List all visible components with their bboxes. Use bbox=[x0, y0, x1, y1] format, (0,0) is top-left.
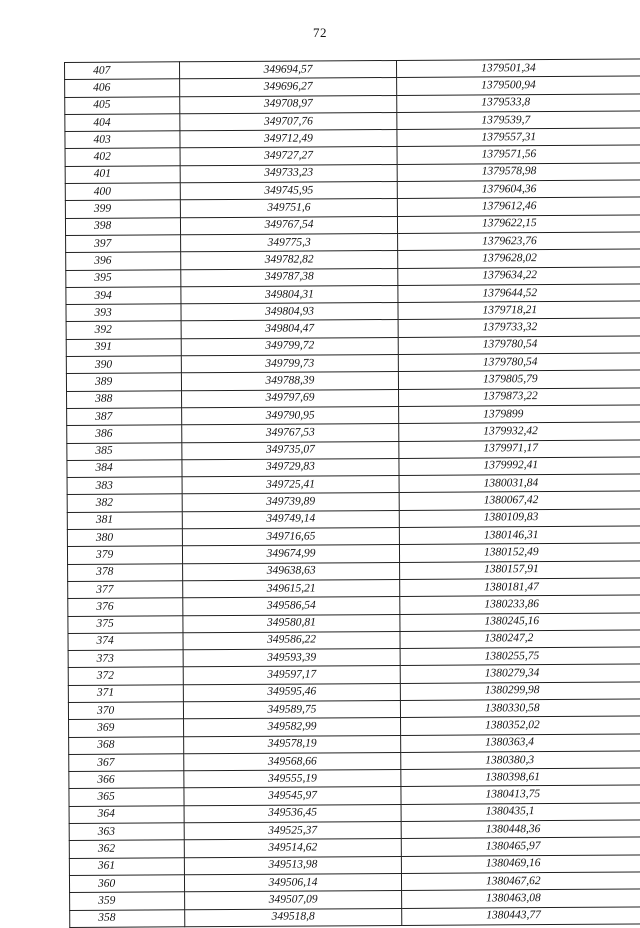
y-coordinate-cell: 1380465,97 bbox=[401, 837, 640, 856]
x-coordinate-cell: 349782,82 bbox=[181, 251, 398, 270]
point-number-cell: 386 bbox=[67, 425, 182, 443]
point-number-cell: 388 bbox=[67, 390, 182, 408]
x-coordinate-cell: 349582,99 bbox=[184, 718, 401, 737]
point-number-cell: 384 bbox=[67, 460, 182, 478]
y-coordinate-cell: 1380398,61 bbox=[401, 768, 640, 787]
point-number-cell: 389 bbox=[66, 373, 181, 391]
y-coordinate-cell: 1380255,75 bbox=[400, 647, 640, 666]
x-coordinate-cell: 349589,75 bbox=[183, 700, 400, 719]
x-coordinate-cell: 349767,54 bbox=[180, 216, 397, 235]
point-number-cell: 371 bbox=[68, 684, 183, 702]
x-coordinate-cell: 349788,39 bbox=[181, 372, 398, 391]
point-number-cell: 390 bbox=[66, 356, 181, 374]
point-number-cell: 368 bbox=[69, 736, 184, 754]
x-coordinate-cell: 349804,47 bbox=[181, 320, 398, 339]
y-coordinate-cell: 1380031,84 bbox=[399, 474, 640, 493]
y-coordinate-cell: 1379718,21 bbox=[398, 301, 640, 320]
y-coordinate-cell: 1380279,34 bbox=[400, 664, 640, 683]
point-number-cell: 383 bbox=[67, 477, 182, 495]
y-coordinate-cell: 1379539,7 bbox=[397, 111, 640, 130]
coordinates-table bbox=[64, 58, 640, 928]
y-coordinate-cell: 1379805,79 bbox=[398, 370, 640, 389]
y-coordinate-cell: 1380067,42 bbox=[399, 491, 640, 510]
point-number-cell: 362 bbox=[69, 840, 184, 858]
point-number-cell: 400 bbox=[65, 183, 180, 201]
point-number-cell: 372 bbox=[68, 667, 183, 685]
y-coordinate-cell: 1379612,46 bbox=[397, 197, 640, 216]
y-coordinate-cell: 1379500,94 bbox=[397, 76, 640, 95]
y-coordinate-cell: 1379623,76 bbox=[398, 232, 640, 251]
x-coordinate-cell: 349804,93 bbox=[181, 303, 398, 322]
x-coordinate-cell: 349729,83 bbox=[182, 458, 399, 477]
x-coordinate-cell: 349525,37 bbox=[184, 822, 401, 841]
point-number-cell: 369 bbox=[69, 719, 184, 737]
point-number-cell: 381 bbox=[67, 512, 182, 530]
point-number-cell: 394 bbox=[66, 287, 181, 305]
point-number-cell: 366 bbox=[69, 771, 184, 789]
x-coordinate-cell: 349739,89 bbox=[182, 493, 399, 512]
point-number-cell: 380 bbox=[67, 529, 182, 547]
x-coordinate-cell: 349580,81 bbox=[183, 614, 400, 633]
point-number-cell: 407 bbox=[65, 62, 180, 80]
y-coordinate-cell: 1380152,49 bbox=[399, 543, 640, 562]
y-coordinate-cell: 1379557,31 bbox=[397, 128, 640, 147]
x-coordinate-cell: 349615,21 bbox=[183, 579, 400, 598]
x-coordinate-cell: 349694,57 bbox=[180, 60, 397, 79]
point-number-cell: 387 bbox=[67, 408, 182, 426]
point-number-cell: 377 bbox=[68, 581, 183, 599]
x-coordinate-cell: 349712,49 bbox=[180, 130, 397, 149]
y-coordinate-cell: 1379733,32 bbox=[398, 318, 640, 337]
y-coordinate-cell: 1380247,2 bbox=[400, 629, 640, 648]
x-coordinate-cell: 349555,19 bbox=[184, 770, 401, 789]
point-number-cell: 398 bbox=[65, 217, 180, 235]
point-number-cell: 396 bbox=[66, 252, 181, 270]
x-coordinate-cell: 349638,63 bbox=[183, 562, 400, 581]
y-coordinate-cell: 1380469,16 bbox=[401, 854, 640, 873]
x-coordinate-cell: 349804,31 bbox=[181, 285, 398, 304]
x-coordinate-cell: 349787,38 bbox=[181, 268, 398, 287]
y-coordinate-cell: 1380233,86 bbox=[400, 595, 640, 614]
point-number-cell: 385 bbox=[67, 442, 182, 460]
y-coordinate-cell: 1380463,08 bbox=[402, 889, 640, 908]
x-coordinate-cell: 349518,8 bbox=[185, 908, 402, 927]
y-coordinate-cell: 1380448,36 bbox=[401, 820, 640, 839]
y-coordinate-cell: 1380363,4 bbox=[401, 733, 640, 752]
x-coordinate-cell: 349799,72 bbox=[181, 337, 398, 356]
x-coordinate-cell: 349506,14 bbox=[184, 873, 401, 892]
x-coordinate-cell: 349790,95 bbox=[182, 406, 399, 425]
point-number-cell: 365 bbox=[69, 788, 184, 806]
y-coordinate-cell: 1379634,22 bbox=[398, 266, 640, 285]
y-coordinate-cell: 1379571,56 bbox=[397, 145, 640, 164]
x-coordinate-cell: 349578,19 bbox=[184, 735, 401, 754]
point-number-cell: 402 bbox=[65, 148, 180, 166]
x-coordinate-cell: 349707,76 bbox=[180, 112, 397, 131]
x-coordinate-cell: 349595,46 bbox=[183, 683, 400, 702]
x-coordinate-cell: 349749,14 bbox=[182, 510, 399, 529]
point-number-cell: 392 bbox=[66, 321, 181, 339]
x-coordinate-cell: 349545,97 bbox=[184, 787, 401, 806]
y-coordinate-cell: 1379604,36 bbox=[397, 180, 640, 199]
point-number-cell: 370 bbox=[68, 702, 183, 720]
point-number-cell: 404 bbox=[65, 114, 180, 132]
y-coordinate-cell: 1380435,1 bbox=[401, 802, 640, 821]
x-coordinate-cell: 349799,73 bbox=[181, 355, 398, 374]
y-coordinate-cell: 1379932,42 bbox=[399, 422, 640, 441]
point-number-cell: 401 bbox=[65, 166, 180, 184]
x-coordinate-cell: 349727,27 bbox=[180, 147, 397, 166]
point-number-cell: 379 bbox=[67, 546, 182, 564]
point-number-cell: 393 bbox=[66, 304, 181, 322]
y-coordinate-cell: 1379578,98 bbox=[397, 162, 640, 181]
point-number-cell: 359 bbox=[70, 892, 185, 910]
y-coordinate-cell: 1380245,16 bbox=[400, 612, 640, 631]
point-number-cell: 378 bbox=[68, 563, 183, 581]
point-number-cell: 395 bbox=[66, 269, 181, 287]
x-coordinate-cell: 349597,17 bbox=[183, 666, 400, 685]
y-coordinate-cell: 1380443,77 bbox=[402, 906, 640, 925]
y-coordinate-cell: 1379899 bbox=[399, 405, 640, 424]
x-coordinate-cell: 349733,23 bbox=[180, 164, 397, 183]
x-coordinate-cell: 349725,41 bbox=[182, 476, 399, 495]
x-coordinate-cell: 349536,45 bbox=[184, 804, 401, 823]
table-row bbox=[70, 906, 640, 927]
y-coordinate-cell: 1380157,91 bbox=[400, 560, 640, 579]
coordinates-table-body bbox=[65, 59, 640, 928]
y-coordinate-cell: 1379873,22 bbox=[399, 387, 640, 406]
y-coordinate-cell: 1379501,34 bbox=[396, 59, 640, 78]
point-number-cell: 364 bbox=[69, 806, 184, 824]
x-coordinate-cell: 349586,22 bbox=[183, 631, 400, 650]
x-coordinate-cell: 349593,39 bbox=[183, 649, 400, 668]
x-coordinate-cell: 349775,3 bbox=[181, 233, 398, 252]
y-coordinate-cell: 1379533,8 bbox=[397, 93, 640, 112]
x-coordinate-cell: 349674,99 bbox=[182, 545, 399, 564]
y-coordinate-cell: 1380352,02 bbox=[401, 716, 640, 735]
point-number-cell: 363 bbox=[69, 823, 184, 841]
point-number-cell: 374 bbox=[68, 633, 183, 651]
y-coordinate-cell: 1379622,15 bbox=[397, 214, 640, 233]
x-coordinate-cell: 349735,07 bbox=[182, 441, 399, 460]
x-coordinate-cell: 349507,09 bbox=[185, 891, 402, 910]
y-coordinate-cell: 1379971,17 bbox=[399, 439, 640, 458]
x-coordinate-cell: 349513,98 bbox=[184, 856, 401, 875]
page-number: 72 bbox=[313, 25, 327, 40]
point-number-cell: 360 bbox=[69, 875, 184, 893]
point-number-cell: 406 bbox=[65, 79, 180, 97]
point-number-cell: 397 bbox=[66, 235, 181, 253]
y-coordinate-cell: 1380330,58 bbox=[400, 699, 640, 718]
x-coordinate-cell: 349708,97 bbox=[180, 95, 397, 114]
point-number-cell: 391 bbox=[66, 339, 181, 357]
point-number-cell: 403 bbox=[65, 131, 180, 149]
y-coordinate-cell: 1380413,75 bbox=[401, 785, 640, 804]
y-coordinate-cell: 1380181,47 bbox=[400, 578, 640, 597]
x-coordinate-cell: 349751,6 bbox=[180, 199, 397, 218]
y-coordinate-cell: 1380380,3 bbox=[401, 751, 640, 770]
y-coordinate-cell: 1380146,31 bbox=[399, 526, 640, 545]
x-coordinate-cell: 349745,95 bbox=[180, 182, 397, 201]
x-coordinate-cell: 349716,65 bbox=[182, 527, 399, 546]
y-coordinate-cell: 1379628,02 bbox=[398, 249, 640, 268]
y-coordinate-cell: 1380467,62 bbox=[401, 872, 640, 891]
point-number-cell: 399 bbox=[65, 200, 180, 218]
x-coordinate-cell: 349767,53 bbox=[182, 424, 399, 443]
y-coordinate-cell: 1379992,41 bbox=[399, 456, 640, 475]
y-coordinate-cell: 1379780,54 bbox=[398, 353, 640, 372]
point-number-cell: 375 bbox=[68, 615, 183, 633]
y-coordinate-cell: 1380109,83 bbox=[399, 508, 640, 527]
x-coordinate-cell: 349797,69 bbox=[182, 389, 399, 408]
point-number-cell: 373 bbox=[68, 650, 183, 668]
point-number-cell: 358 bbox=[70, 909, 185, 927]
y-coordinate-cell: 1379780,54 bbox=[398, 335, 640, 354]
point-number-cell: 361 bbox=[69, 857, 184, 875]
x-coordinate-cell: 349514,62 bbox=[184, 839, 401, 858]
point-number-cell: 382 bbox=[67, 494, 182, 512]
point-number-cell: 367 bbox=[69, 754, 184, 772]
point-number-cell: 376 bbox=[68, 598, 183, 616]
point-number-cell: 405 bbox=[65, 96, 180, 114]
y-coordinate-cell: 1379644,52 bbox=[398, 283, 640, 302]
x-coordinate-cell: 349696,27 bbox=[180, 78, 397, 97]
x-coordinate-cell: 349586,54 bbox=[183, 597, 400, 616]
y-coordinate-cell: 1380299,98 bbox=[400, 681, 640, 700]
x-coordinate-cell: 349568,66 bbox=[184, 752, 401, 771]
